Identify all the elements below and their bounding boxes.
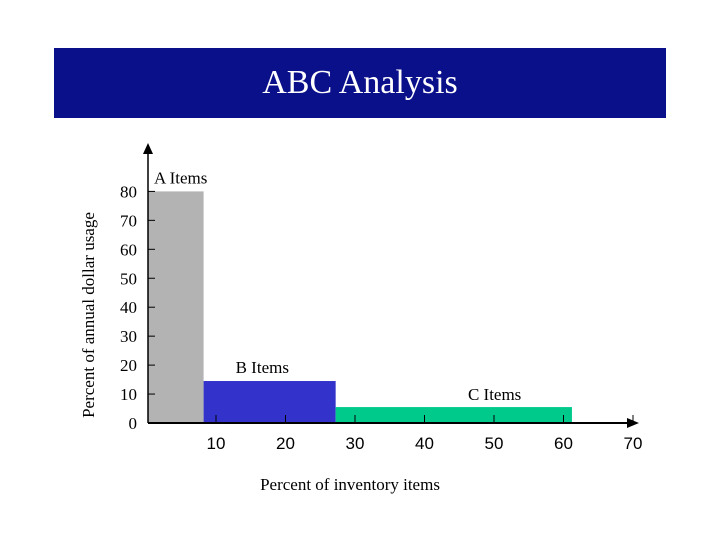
y-axis-label: Percent of annual dollar usage [79, 212, 98, 418]
x-tick-label: 10 [206, 434, 226, 453]
y-tick-label: 60 [120, 240, 137, 260]
x-tick-label: 50 [484, 434, 504, 453]
x-axis-label: Percent of inventory items [260, 475, 440, 494]
bar-label-b-items: B Items [235, 358, 289, 378]
y-tick-label: 10 [120, 385, 137, 405]
x-tick-label: 20 [276, 434, 295, 453]
x-tick-label: 30 [345, 434, 365, 453]
bar-a-items [148, 191, 204, 423]
y-axis-arrow [143, 143, 153, 154]
y-tick-label: 30 [120, 327, 137, 347]
y-tick-label: 20 [120, 356, 137, 376]
bar-label-a-items: A Items [154, 168, 208, 188]
y-tick-label: 0 [128, 414, 137, 433]
bar-b-items [204, 381, 336, 423]
bar-c-items [336, 407, 572, 423]
x-tick-label: 60 [554, 434, 573, 453]
y-tick-label: 40 [120, 298, 137, 318]
y-tick-label: 80 [120, 182, 137, 202]
x-tick-label: 70 [623, 434, 643, 453]
y-tick-label: 50 [120, 269, 137, 289]
chart-title: ABC Analysis [54, 48, 666, 118]
y-tick-label: 70 [120, 211, 137, 231]
bar-label-c-items: C Items [467, 385, 522, 405]
x-tick-label: 40 [415, 434, 434, 453]
